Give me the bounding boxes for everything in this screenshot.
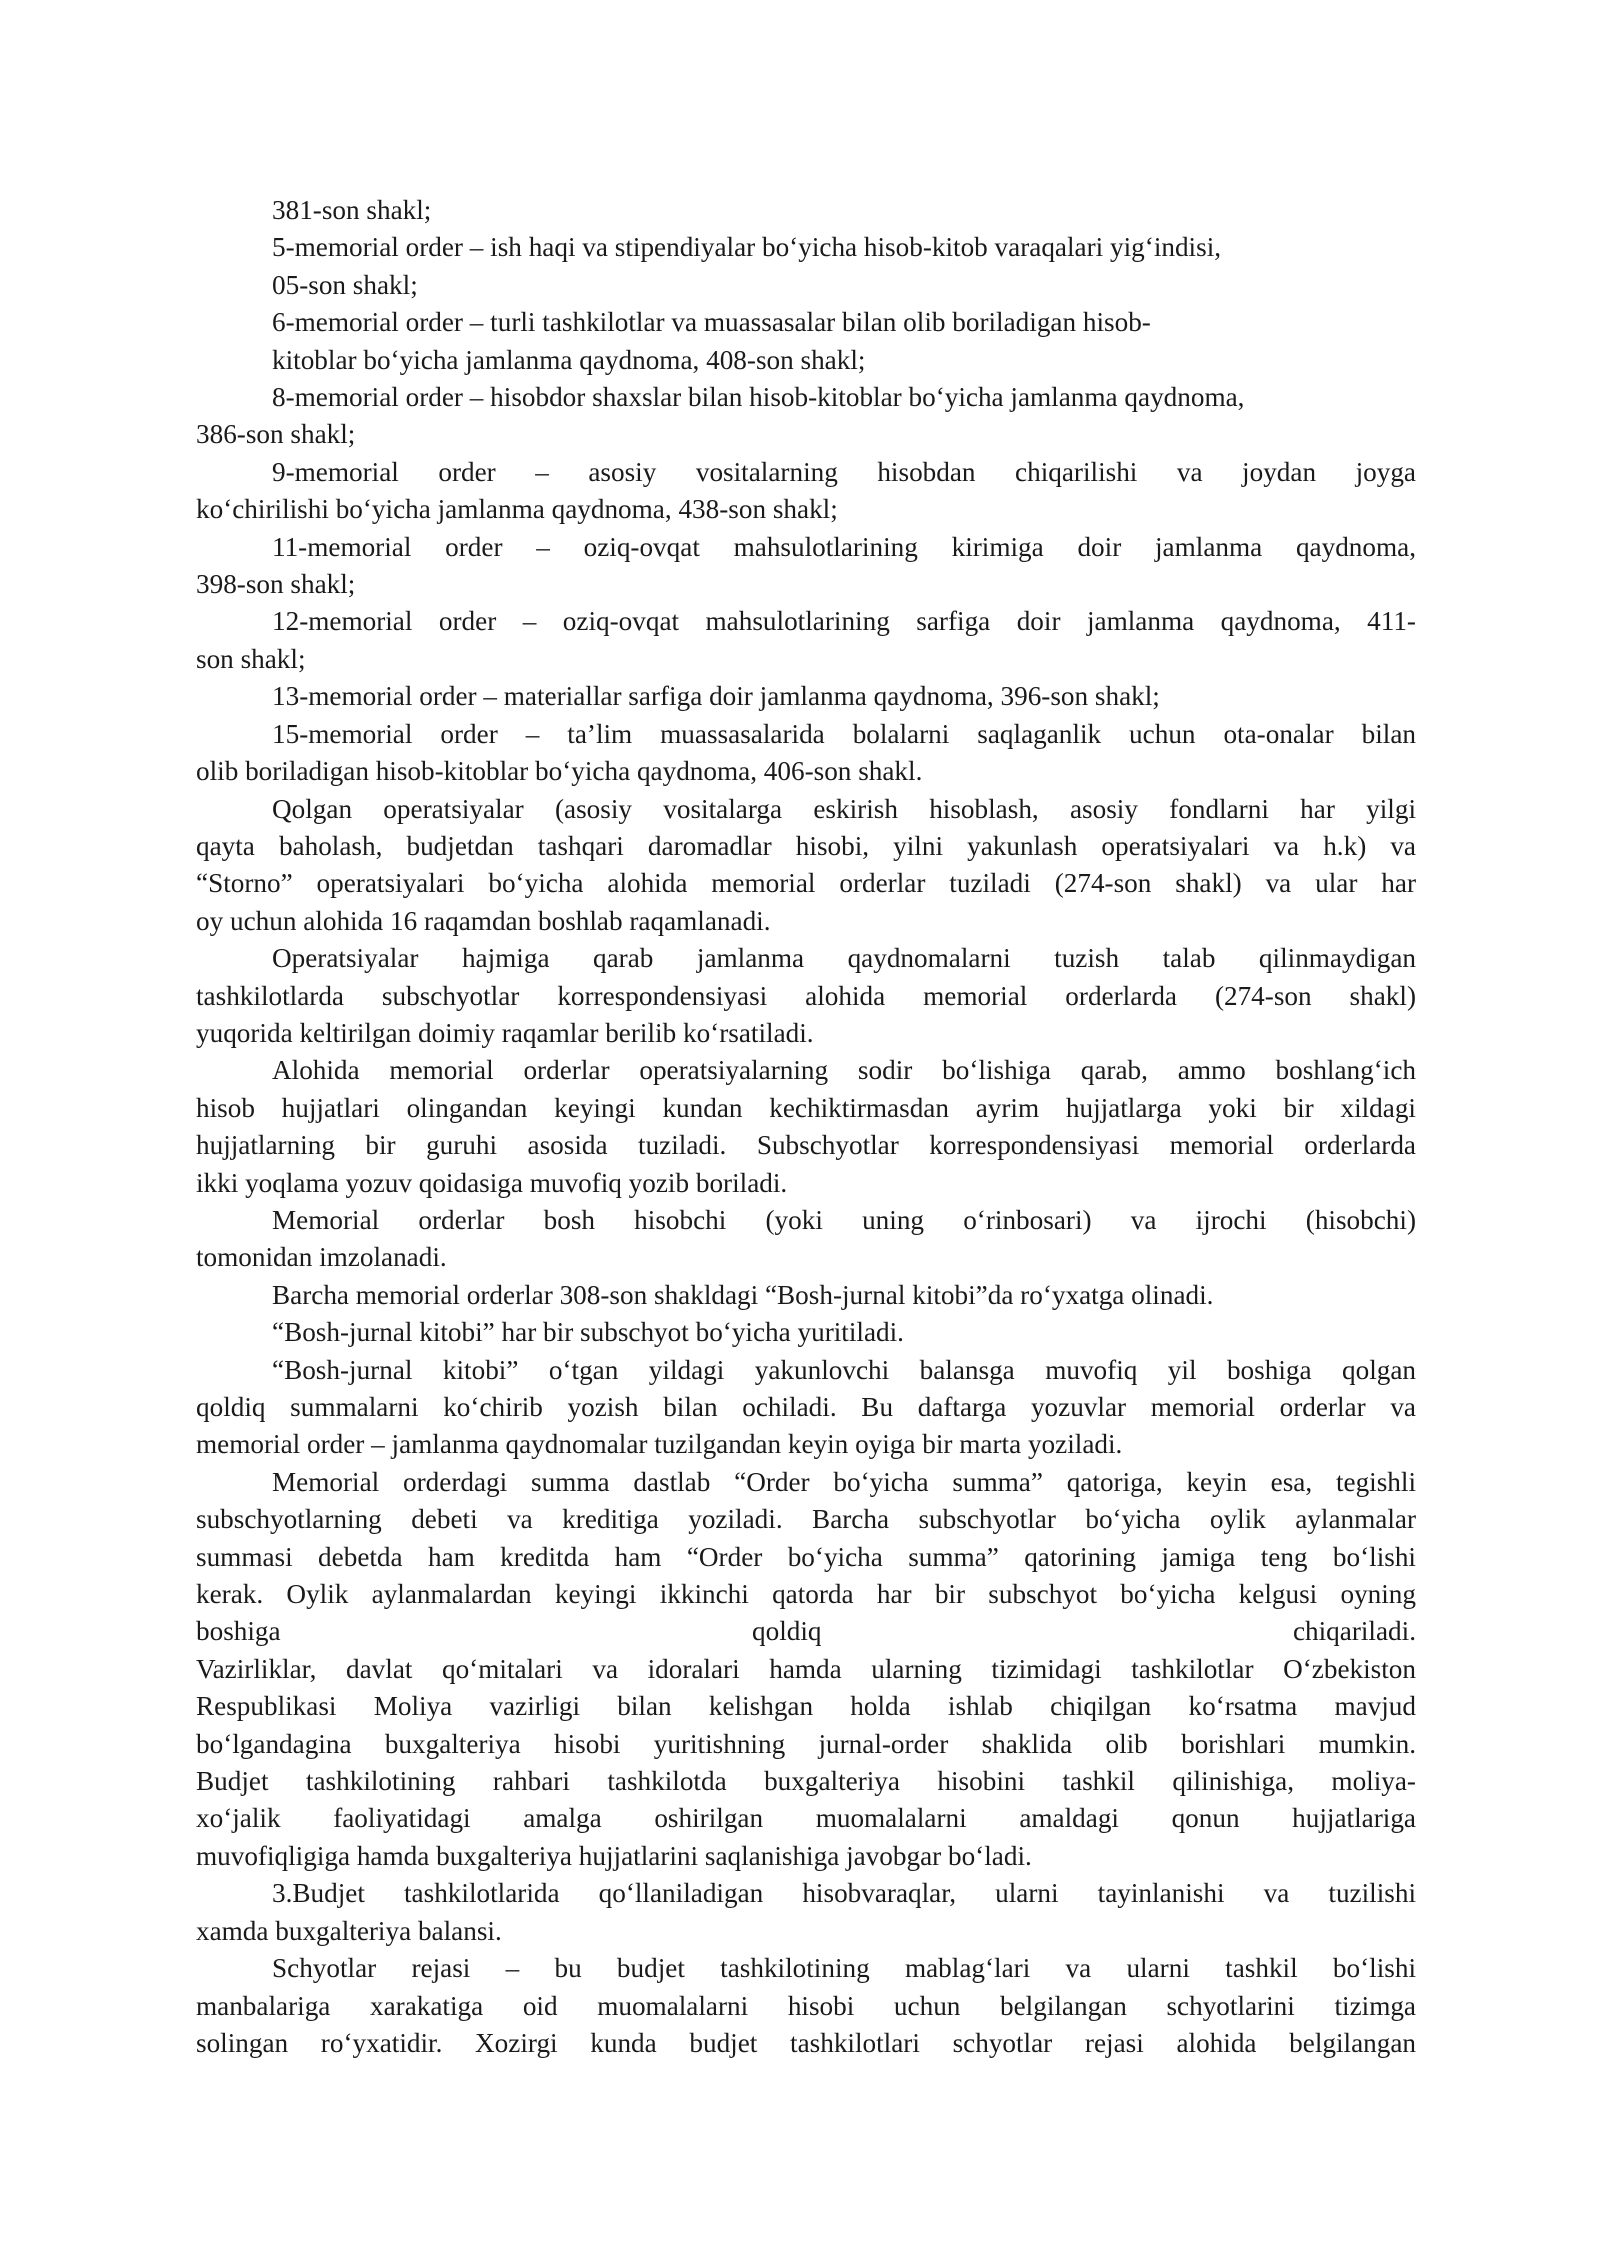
text-line: 6-memorial order – turli tashkilotlar va muassasalar bilan olib boriladigan hisob-: [272, 307, 1151, 338]
text-line: 381-son shakl;: [272, 195, 432, 225]
text-line: “Bosh-jurnal kitobi” o‘tgan yildagi yakunlovchi balansga muvofiq yil boshiga qolgan: [272, 1354, 1416, 1385]
text-line: oy uchun alohida 16 raqamdan boshlab raqamlanadi.: [196, 905, 771, 936]
text-line: memorial order – jamlanma qaydnomalar tuzilgandan keyin oyiga bir marta yoziladi.: [196, 1429, 1123, 1460]
text-line: olib boriladigan hisob-kitoblar bo‘yicha qaydnoma, 406-son shakl.: [196, 756, 923, 787]
text-line: kerak. Oylik aylanmalardan keyingi ikkinchi qatorda har bir subschyot bo‘yicha kelgusi oyning: [196, 1579, 1416, 1610]
text-line: Operatsiyalar hajmiga qarab jamlanma qaydnomalarni tuzish talab qilinmaydigan: [272, 943, 1416, 974]
text-line: subschyotlarning debeti va kreditiga yoziladi. Barcha subschyotlar bo‘yicha oylik aylanmalar: [196, 1504, 1416, 1535]
text-line: bo‘lgandagina buxgalteriya hisobi yuritishning jurnal-order shaklida olib borishlari mumkin.: [196, 1728, 1416, 1759]
text-line: hujjatlarning bir guruhi asosida tuziladi. Subschyotlar korrespondensiyasi memorial orderlarda: [196, 1130, 1416, 1161]
text-line: qoldiq summalarni ko‘chirib yozish bilan ochiladi. Bu daftarga yozuvlar memorial orderlar va: [196, 1392, 1416, 1422]
text-line: kitoblar bo‘yicha jamlanma qaydnoma, 408-son shakl;: [272, 344, 866, 375]
text-line: Budjet tashkilotining rahbari tashkilotda buxgalteriya hisobini tashkil qilinishiga, moliya-: [196, 1766, 1416, 1797]
text-line: tomonidan imzolanadi.: [196, 1242, 447, 1273]
text-line: muvofiqligiga hamda buxgalteriya hujjatlarini saqlanishiga javobgar bo‘ladi.: [196, 1840, 1032, 1871]
text-line: Qolgan operatsiyalar (asosiy vositalarga eskirish hisoblash, asosiy fondlarni har yilgi: [272, 793, 1416, 824]
text-line: 12-memorial order – oziq-ovqat mahsulotlarining sarfiga doir jamlanma qaydnoma, 411-: [272, 606, 1416, 637]
text-line: Vazirliklar, davlat qo‘mitalari va idoralari hamda ularning tizimidagi tashkilotlar O‘zbekiston: [196, 1653, 1416, 1684]
text-line: boshiga qoldiq chiqariladi.: [196, 1616, 1416, 1647]
text-line: Alohida memorial orderlar operatsiyalarning sodir bo‘lishiga qarab, ammo boshlang‘ich: [272, 1055, 1416, 1086]
text-line: manbalariga xarakatiga oid muomalalarni hisobi uchun belgilangan schyotlarini tizimga: [196, 1990, 1416, 2021]
text-line: 3.Budjet tashkilotlarida qo‘llaniladigan hisobvaraqlar, ularni tayinlanishi va tuzilishi: [272, 1878, 1416, 1909]
text-line: tashkilotlarda subschyotlar korrespondensiyasi alohida memorial orderlarda (274-son shakl): [196, 980, 1416, 1011]
text-line: 386-son shakl;: [196, 419, 356, 450]
text-line: qayta baholash, budjetdan tashqari daromadlar hisobi, yilni yakunlash operatsiyalari va h.k) va: [196, 830, 1416, 861]
text-line: Schyotlar rejasi – bu budjet tashkilotining mablag‘lari va ularni tashkil bo‘lishi: [272, 1953, 1416, 1984]
text-line: Respublikasi Moliya vazirligi bilan kelishgan holda ishlab chiqilgan ko‘rsatma mavjud: [196, 1691, 1416, 1722]
text-line: Memorial orderlar bosh hisobchi (yoki uning o‘rinbosari) va ijrochi (hisobchi): [272, 1204, 1416, 1235]
text-line: “Bosh-jurnal kitobi” har bir subschyot bo‘yicha yuritiladi.: [272, 1317, 904, 1348]
text-line: 15-memorial order – ta’lim muassasalarida bolalarni saqlaganlik uchun ota-onalar bilan: [272, 718, 1416, 749]
text-line: 398-son shakl;: [196, 569, 356, 600]
text-line: 9-memorial order – asosiy vositalarning hisobdan chiqarilishi va joydan joyga: [272, 456, 1416, 487]
text-line: xo‘jalik faoliyatidagi amalga oshirilgan muomalalarni amaldagi qonun hujjatlariga: [196, 1803, 1416, 1834]
text-line: 8-memorial order – hisobdor shaxslar bilan hisob-kitoblar bo‘yicha jamlanma qaydnoma,: [272, 382, 1245, 413]
text-line: xamda buxgalteriya balansi.: [196, 1915, 502, 1946]
text-line: 05-son shakl;: [272, 269, 418, 300]
text-line: Memorial orderdagi summa dastlab “Order bo‘yicha summa” qatoriga, keyin esa, tegishli: [272, 1466, 1416, 1497]
text-line: Barcha memorial orderlar 308-son shakldagi “Bosh-jurnal kitobi”da ro‘yxatga olinadi.: [272, 1279, 1214, 1310]
text-line: 13-memorial order – materiallar sarfiga doir jamlanma qaydnoma, 396-son shakl;: [272, 681, 1160, 712]
text-line: 11-memorial order – oziq-ovqat mahsulotlarining kirimiga doir jamlanma qaydnoma,: [272, 531, 1416, 562]
text-line: solingan ro‘yxatidir. Xozirgi kunda budjet tashkilotlari schyotlar rejasi alohida belgilangan: [196, 2027, 1416, 2058]
text-line: summasi debetda ham kreditda ham “Order bo‘yicha summa” qatorining jamiga teng bo‘lishi: [196, 1541, 1416, 1572]
text-line: 5-memorial order – ish haqi va stipendiyalar bo‘yicha hisob-kitob varaqalari yig‘indisi,: [272, 232, 1222, 263]
text-line: hisob hujjatlari olingandan keyingi kundan kechiktirmasdan ayrim hujjatlarga yoki bir xildagi: [196, 1092, 1416, 1123]
text-line: ko‘chirilishi bo‘yicha jamlanma qaydnoma, 438-son shakl;: [196, 494, 838, 525]
text-line: ikki yoqlama yozuv qoidasiga muvofiq yozib boriladi.: [196, 1167, 788, 1198]
document-page: [196, 192, 1416, 2062]
text-line: “Storno” operatsiyalari bo‘yicha alohida memorial orderlar tuziladi (274-son shakl) va ular har: [196, 868, 1416, 899]
text-line: son shakl;: [196, 643, 306, 674]
text-line: yuqorida keltirilgan doimiy raqamlar berilib ko‘rsatiladi.: [196, 1017, 814, 1048]
